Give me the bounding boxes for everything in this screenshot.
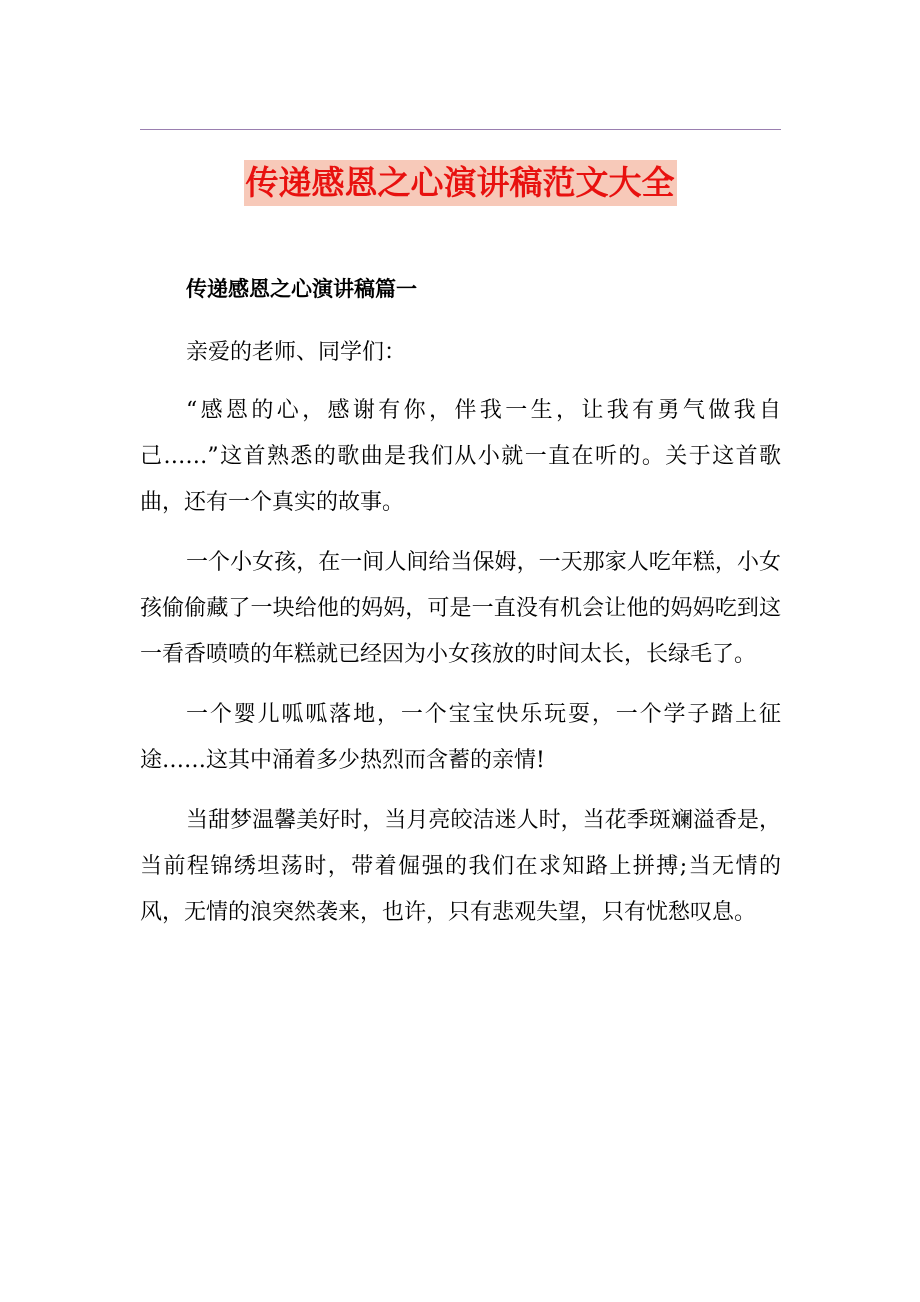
title-container — [0, 160, 920, 206]
section-heading: 传递感恩之心演讲稿篇一 — [186, 277, 417, 301]
paragraph-story: 一个小女孩，在一间人间给当保姆，一天那家人吃年糕，小女孩偷偷藏了一块给他的妈妈，可是一直没有机会让他的妈妈吃到这一看香喷喷的年糕就已经因为小女孩放的时间太长，长绿毛了。 — [140, 550, 781, 667]
paragraph-salutation: 亲爱的老师、同学们： — [186, 340, 407, 365]
paragraph-family: 一个婴儿呱呱落地，一个宝宝快乐玩耍，一个学子踏上征途……这其中涌着多少热烈而含蓄的亲情! — [140, 702, 781, 773]
document-body — [140, 266, 781, 936]
document-title: 传递感恩之心演讲稿范文大全 — [244, 160, 677, 206]
paragraph-song: “感恩的心，感谢有你，伴我一生，让我有勇气做我自己……”这首熟悉的歌曲是我们从小就一直在听的。关于这首歌曲，还有一个真实的故事。 — [140, 398, 781, 515]
paragraph-struggle: 当甜梦温馨美好时，当月亮皎洁迷人时，当花季斑斓溢香是，当前程锦绣坦荡时，带着倔强的我们在求知路上拼搏;当无情的风，无情的浪突然袭来，也许，只有悲观失望，只有忧愁叹息。 — [140, 808, 781, 925]
header-rule — [140, 129, 781, 130]
